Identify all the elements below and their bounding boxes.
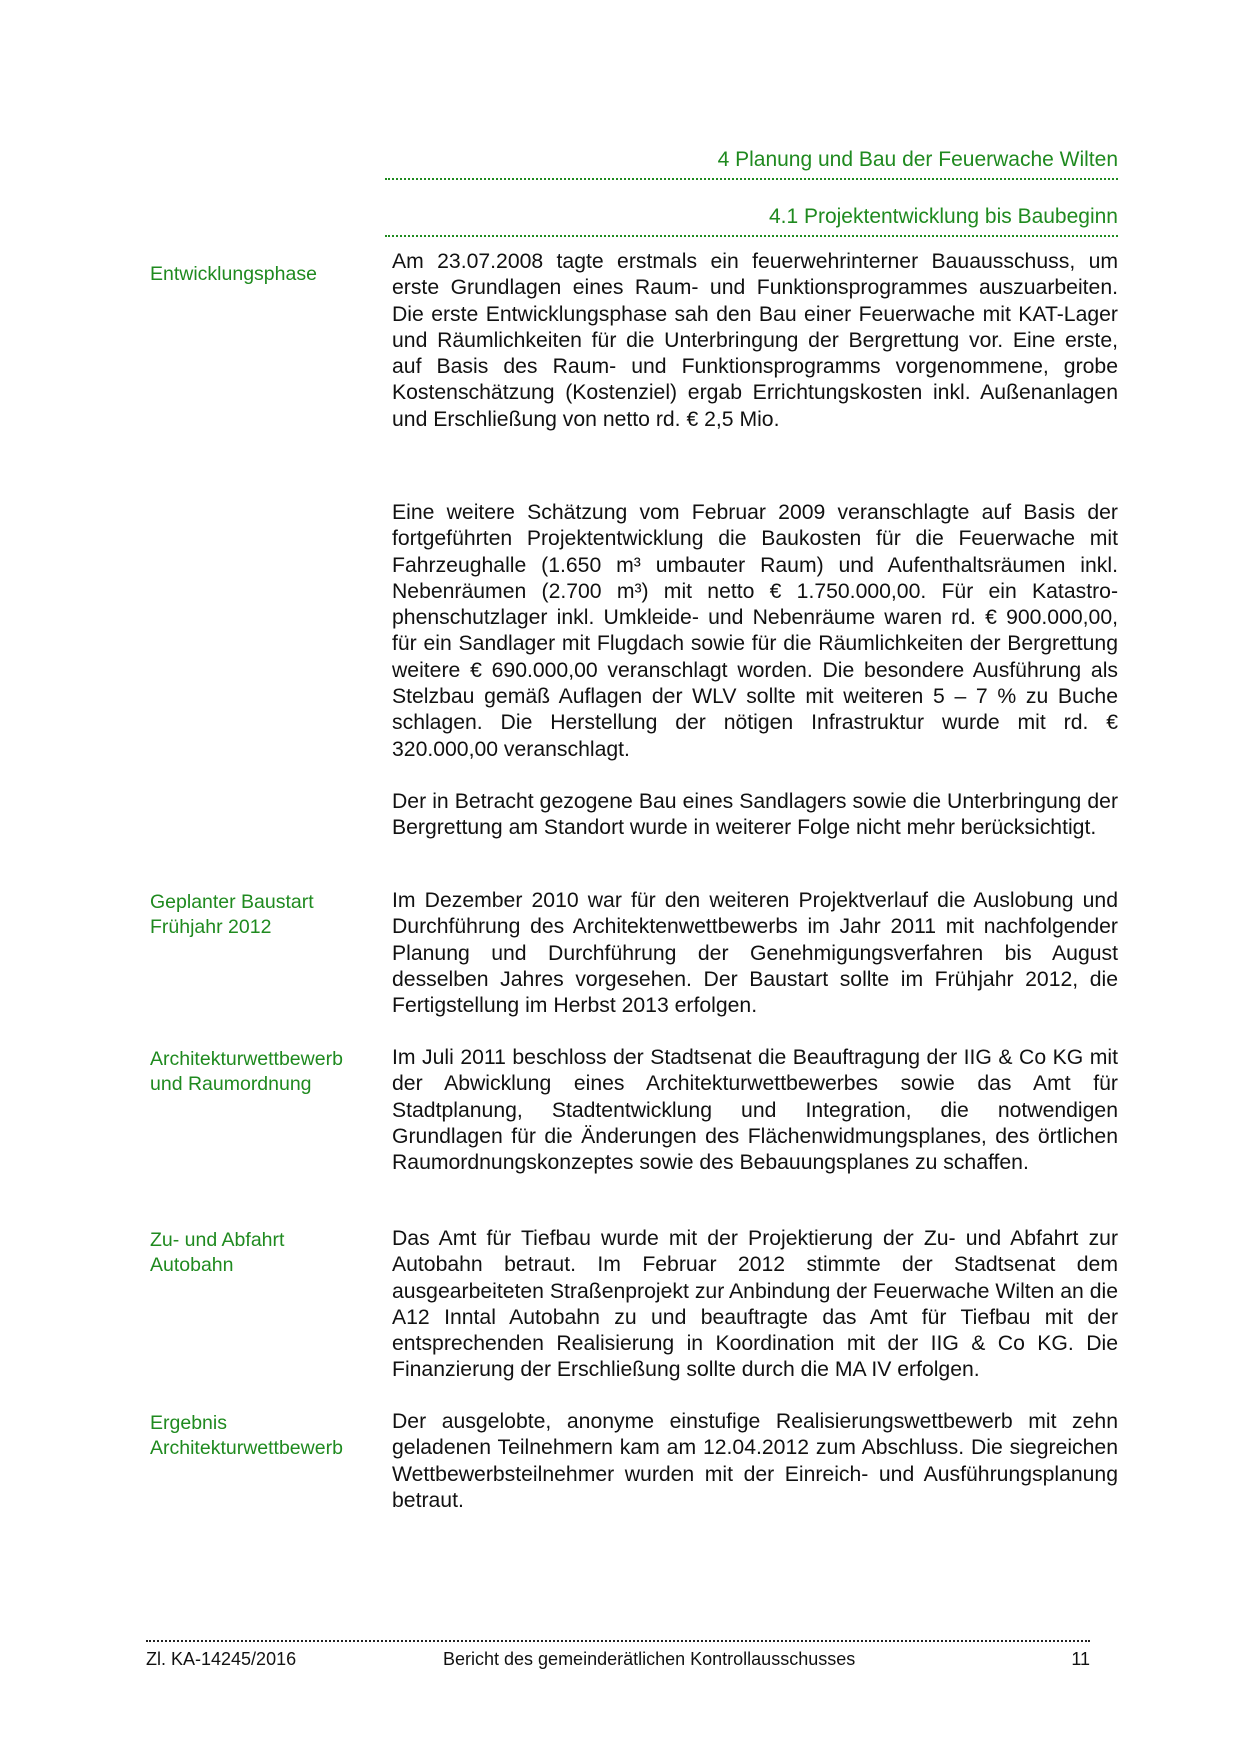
chapter-heading: 4 Planung und Bau der Feuerwache Wilten bbox=[385, 148, 1118, 180]
paragraph-entwicklungsphase-1: Am 23.07.2008 tagte erstmals ein feuerwehrinterner Bauausschuss, um erste Grundlagen eines Raum- und Funktionsprogrammes auszuarbeiten. Die erste Entwicklungsphase sah den Bau einer Feuerwache mit KAT-Lager und Räumlichkeiten für die Unterbringung der Bergrettung vor. Eine erste, auf Basis des Raum- und Funktionsprogramms vorgenommene, grobe Kostenschätzung (Kostenziel) ergab Errichtungskosten inkl. Außenanlagen und Erschließung von netto rd. € 2,5 Mio. bbox=[392, 250, 1118, 431]
margin-label-line-1: Geplanter Baustart bbox=[150, 891, 314, 913]
footer-divider bbox=[146, 1640, 1090, 1642]
margin-label-line-2: Autobahn bbox=[150, 1254, 234, 1276]
margin-label-text: Entwicklungsphase bbox=[150, 263, 317, 285]
margin-label-geplanter-baustart bbox=[150, 890, 370, 940]
paragraph-architekturwettbewerb: Im Juli 2011 beschloss der Stadtsenat die Beauftragung der IIG & Co KG mit der Abwicklung eines Architekturwettbewerbes sowie das Amt für Stadtplanung, Stadtentwicklung und Integration, die notwendigen Grundlagen für die Änderungen des Flächenwidmungsplanes, des örtlichen Raumordnungskonzeptes sowie des Bebauungsplanes zu schaffen. bbox=[392, 1046, 1118, 1175]
footer-reference: Zl. KA-14245/2016 bbox=[146, 1649, 297, 1669]
margin-label-line-2: Frühjahr 2012 bbox=[150, 916, 272, 938]
page-number: 11 bbox=[1071, 1649, 1090, 1669]
paragraph-geplanter-baustart: Im Dezember 2010 war für den weiteren Projektverlauf die Auslobung und Durchführung des Architektenwettbewerbs im Jahr 2011 mit nachfolgender Planung und Durchführung der Genehmigungsverfahren bis August desselben Jahres vorgesehen. Der Baustart sollte im Frühjahr 2012, die Fertigstellung im Herbst 2013 erfolgen. bbox=[392, 889, 1118, 1018]
paragraph-entwicklungsphase-2: Eine weitere Schätzung vom Februar 2009 veranschlagte auf Basis der fortgeführten Projektentwicklung die Baukosten für die Feuerwache mit Fahrzeughalle (1.650 m³ umbauter Raum) und Aufenthaltsräumen inkl. Nebenräumen (2.700 m³) mit netto € 1.750.000,00. Für ein Katastrophenschutzlager inkl. Umkleide- und Nebenräume waren rd. € 900.000,00, für ein Sandlager mit Flugdach sowie für die Räumlichkeiten der Bergrettung weitere € 690.000,00 veranschlagt worden. Die besondere Ausführung als Stelzbau gemäß Auflagen der WLV sollte mit weiteren 5 – 7 % zu Buche schlagen. Die Herstellung der nötigen Infrastruktur wurde mit rd. € 320.000,00 veranschlagt. bbox=[392, 501, 1118, 761]
margin-label-line-1: Architekturwettbewerb bbox=[150, 1048, 343, 1070]
margin-label-zu-abfahrt bbox=[150, 1228, 370, 1278]
section-heading: 4.1 Projektentwicklung bis Baubeginn bbox=[385, 205, 1118, 237]
margin-label-entwicklungsphase bbox=[150, 262, 370, 287]
margin-label-line-1: Zu- und Abfahrt bbox=[150, 1229, 285, 1251]
paragraph-ergebnis: Der ausgelobte, anonyme einstufige Realisierungswettbewerb mit zehn geladenen Teilnehmern kam am 12.04.2012 zum Abschluss. Die siegreichen Wettbewerbsteilnehmer wurden mit der Einreich- und Ausführungsplanung betraut. bbox=[392, 1410, 1118, 1512]
margin-label-line-1: Ergebnis bbox=[150, 1412, 227, 1434]
margin-label-line-2: Architekturwettbewerb bbox=[150, 1437, 343, 1459]
margin-label-architekturwettbewerb bbox=[150, 1047, 370, 1097]
paragraph-zu-abfahrt: Das Amt für Tiefbau wurde mit der Projektierung der Zu- und Abfahrt zur Autobahn betraut. Im Februar 2012 stimmte der Stadtsenat dem ausgearbeiteten Straßenprojekt zur Anbindung der Feuerwache Wilten an die A12 Inntal Autobahn zu und beauftragte das Amt für Tiefbau mit der entsprechenden Realisierung in Koordination mit der IIG & Co KG. Die Finanzierung der Erschließung sollte durch die MA IV erfolgen. bbox=[392, 1227, 1118, 1382]
footer-title: Bericht des gemeinderätlichen Kontrollausschusses bbox=[443, 1649, 856, 1669]
margin-label-ergebnis bbox=[150, 1411, 370, 1461]
margin-label-line-2: und Raumordnung bbox=[150, 1073, 312, 1095]
paragraph-entwicklungsphase-3: Der in Betracht gezogene Bau eines Sandlagers sowie die Unterbringung der Bergrettung am Standort wurde in weiterer Folge nicht mehr berücksichtigt. bbox=[392, 790, 1118, 840]
